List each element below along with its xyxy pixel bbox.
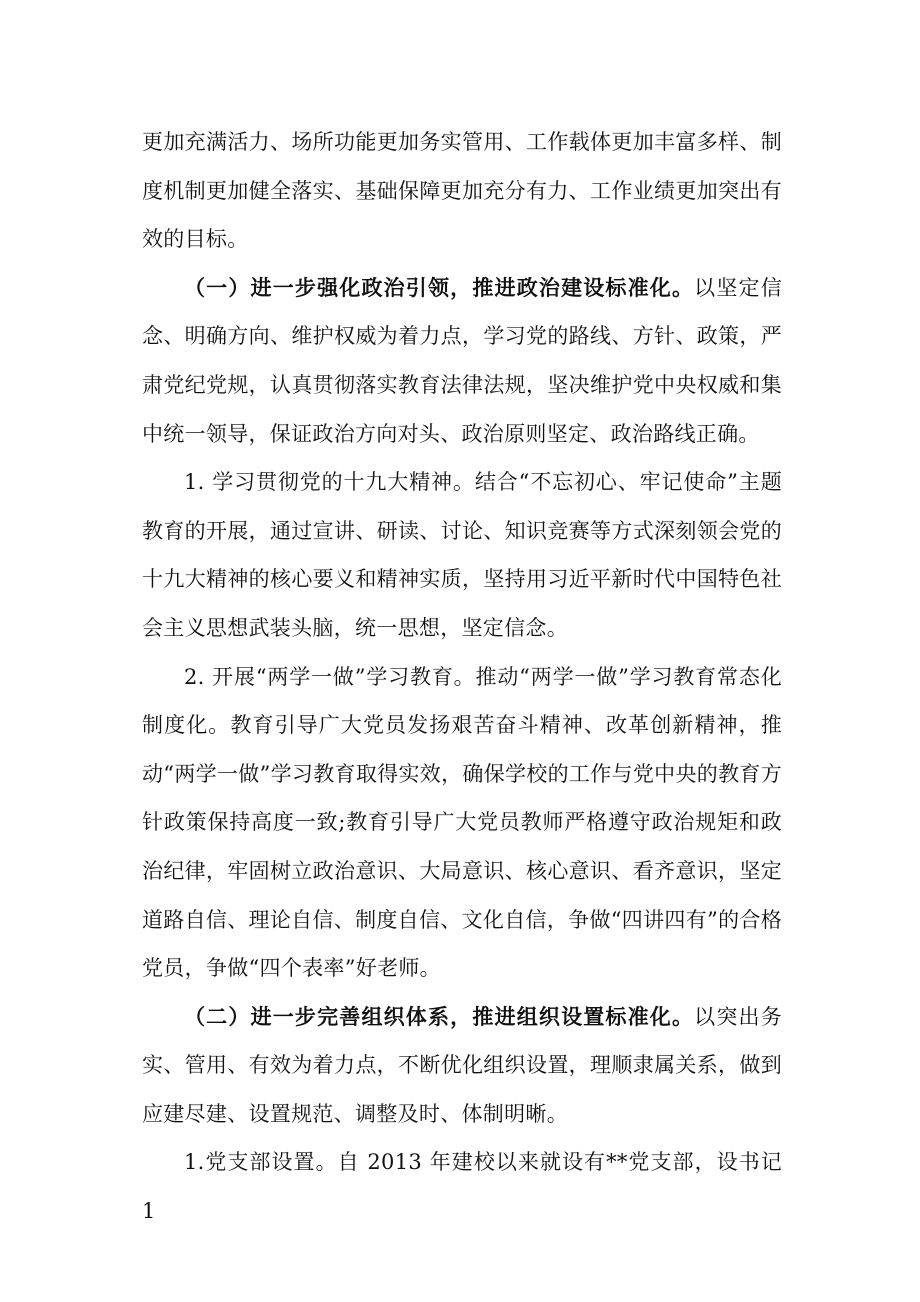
section-2-body: 以突出务实、管用、有效为着力点，不断优化组织设置，理顺隶属关系，做到应建尽建、设置规范、调整及时、体制明晰。 [142, 1004, 782, 1126]
section-2-heading: （二）进一步完善组织体系，推进组织设置标准化。 [184, 1003, 695, 1029]
document-page [142, 118, 782, 1236]
section-1-paragraph [142, 264, 782, 458]
paragraph-continuation: 更加充满活力、场所功能更加务实管用、工作载体更加丰富多样、制度机制更加健全落实、基础保障更加充分有力、工作业绩更加突出有效的目标。 [142, 130, 782, 252]
item-party-branch-paragraph: 1.党支部设置。自 2013 年建校以来就设有**党支部，设书记 1 [142, 1150, 782, 1224]
item-1-paragraph: 1. 学习贯彻党的十九大精神。结合“不忘初心、牢记使命”主题教育的开展，通过宣讲、研读、讨论、知识竞赛等方式深刻领会党的十九大精神的核心要义和精神实质，坚持用习近平新时代中国特色社会主义思想武装头脑，统一思想，坚定信念。 [142, 470, 782, 640]
section-1-heading: （一）进一步强化政治引领，推进政治建设标准化。 [184, 274, 695, 300]
section-2-paragraph [142, 993, 782, 1139]
item-2-paragraph: 2. 开展“两学一做”学习教育。推动“两学一做”学习教育常态化制度化。教育引导广大党员发扬艰苦奋斗精神、改革创新精神，推动“两学一做”学习教育取得实效，确保学校的工作与党中央的教育方针政策保持高度一致;教育引导广大党员教师严格遵守政治规矩和政治纪律，牢固树立政治意识、大局意识、核心意识、看齐意识，坚定道路自信、理论自信、制度自信、文化自信，争做“四讲四有”的合格党员，争做“四个表率”好老师。 [142, 664, 782, 981]
section-1-body: 以坚定信念、明确方向、维护权威为着力点，学习党的路线、方针、政策，严肃党纪党规，认真贯彻落实教育法律法规，坚决维护党中央权威和集中统一领导，保证政治方向对头、政治原则坚定、政治路线正确。 [142, 275, 782, 446]
